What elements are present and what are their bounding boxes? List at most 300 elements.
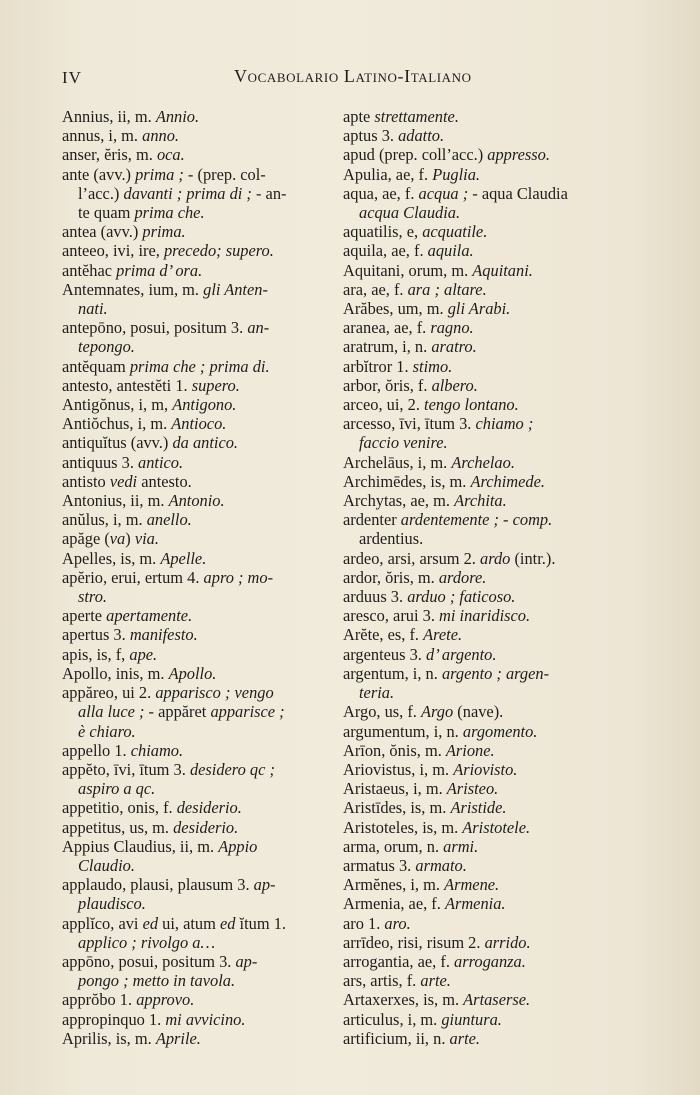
headword-text: aquila, ae, f. (343, 241, 428, 261)
dictionary-entry (62, 395, 332, 414)
translation-text: ragno. (430, 318, 474, 338)
entry-continuation-line (343, 529, 621, 548)
dictionary-entry (343, 107, 621, 126)
translation-text: prima che ; prima di. (129, 356, 270, 376)
dictionary-entry (62, 376, 332, 395)
translation-text: aquila. (427, 241, 474, 261)
entry-line (343, 184, 621, 203)
translation-text: anello. (146, 510, 192, 530)
dictionary-entry (343, 184, 621, 222)
headword-text: artificium, ii, n. (343, 1028, 450, 1048)
entry-continuation-line (62, 299, 332, 318)
headword-text: - an- (251, 183, 287, 203)
headword-text: l’acc.) (78, 183, 124, 203)
entry-continuation-line (62, 184, 332, 203)
headword-text: antesto. (137, 471, 192, 491)
dictionary-entry (62, 491, 332, 510)
translation-text: arrido. (484, 932, 531, 952)
dictionary-entry (343, 741, 621, 760)
entry-line (62, 241, 332, 260)
entry-line (62, 414, 332, 433)
dictionary-entry (343, 549, 621, 568)
dictionary-entry (343, 952, 621, 971)
translation-text: tengo lontano. (424, 395, 519, 415)
entry-line (343, 510, 621, 529)
entry-continuation-line (343, 433, 621, 452)
entry-continuation-line (62, 587, 332, 606)
dictionary-entry (62, 318, 332, 356)
entry-line (62, 875, 332, 894)
translation-text: ed (219, 913, 236, 933)
headword-text: arrogantia, ae, f. (343, 951, 455, 971)
right-column (343, 107, 621, 1048)
dictionary-entry (62, 952, 332, 990)
dictionary-entry (62, 241, 332, 260)
translation-text: Apollo. (168, 663, 217, 683)
translation-text: Antigono. (172, 395, 237, 415)
entry-line (62, 510, 332, 529)
translation-text: adatto. (398, 126, 445, 146)
entry-line (62, 606, 332, 625)
entry-line (343, 760, 621, 779)
entry-line (62, 376, 332, 395)
headword-text: annus, i, m. (62, 126, 143, 146)
entry-line (343, 165, 621, 184)
headword-text: - appăret (144, 702, 211, 722)
entry-line (62, 683, 332, 702)
dictionary-entry (62, 414, 332, 433)
dictionary-entry (343, 395, 621, 414)
dictionary-entry (343, 472, 621, 491)
dictionary-entry (62, 914, 332, 952)
translation-text: è chiaro. (78, 721, 136, 741)
dictionary-entry (343, 222, 621, 241)
headword-text: ardor, ŏris, m. (343, 567, 439, 587)
headword-text: ĭtum 1. (235, 913, 286, 933)
headword-text: applĭco, avi (62, 913, 143, 933)
entry-line (62, 549, 332, 568)
dictionary-entry (343, 376, 621, 395)
entry-line (343, 856, 621, 875)
entry-line (343, 971, 621, 990)
entry-line (62, 798, 332, 817)
headword-text: arma, orum, n. (343, 836, 444, 856)
dictionary-entry (343, 241, 621, 260)
entry-line (62, 529, 332, 548)
translation-text: alla luce ; (78, 702, 145, 722)
entry-line (343, 299, 621, 318)
headword-text: arrīdeo, risi, risum 2. (343, 932, 485, 952)
entry-line (62, 107, 332, 126)
entry-line (62, 625, 332, 644)
entry-line (343, 414, 621, 433)
translation-text: arduo ; faticoso. (407, 587, 516, 607)
headword-text: antĕhac (62, 260, 117, 280)
headword-text: te quam (78, 203, 135, 223)
headword-text: apud (prep. coll’acc.) (343, 145, 488, 165)
translation-text: chiamo ; (475, 414, 534, 434)
entry-line (62, 145, 332, 164)
entry-continuation-line (62, 856, 332, 875)
headword-text: Armĕnes, i, m. (343, 875, 445, 895)
dictionary-entry (62, 760, 332, 798)
translation-text: Armene. (444, 875, 500, 895)
translation-text: manifesto. (129, 625, 198, 645)
translation-text: Aristide. (450, 798, 507, 818)
translation-text: gli Anten- (203, 279, 268, 299)
translation-text: argomento. (462, 721, 538, 741)
headword-text: ardeo, arsi, arsum 2. (343, 548, 480, 568)
headword-text: Artaxerxes, is, m. (343, 990, 464, 1010)
translation-text: ardore. (438, 567, 487, 587)
entry-line (343, 587, 621, 606)
headword-text: Aristīdes, is, m. (343, 798, 451, 818)
entry-line (343, 318, 621, 337)
dictionary-entry (343, 491, 621, 510)
entry-line (343, 798, 621, 817)
headword-text: antiquus 3. (62, 452, 139, 472)
dictionary-entry (343, 165, 621, 184)
headword-text: aresco, arui 3. (343, 606, 440, 626)
entry-line (343, 933, 621, 952)
translation-text: aspiro a qc. (78, 779, 156, 799)
headword-text: Archimēdes, is, m. (343, 471, 471, 491)
dictionary-entry (62, 280, 332, 318)
headword-text: antea (avv.) (62, 222, 143, 242)
translation-text: ap- (235, 951, 258, 971)
dictionary-entry (343, 779, 621, 798)
headword-text: Argo, us, f. (343, 702, 422, 722)
entry-line (62, 395, 332, 414)
headword-text: argentum, i, n. (343, 663, 442, 683)
translation-text: comp. (512, 510, 553, 530)
translation-text: apparisco ; vengo (155, 683, 274, 703)
headword-text: - (prep. col- (183, 164, 266, 184)
translation-text: arte. (420, 971, 451, 991)
headword-text: Arăbes, um, m. (343, 299, 448, 319)
headword-text: aranea, ae, f. (343, 318, 431, 338)
headword-text: Arĕte, es, f. (343, 625, 424, 645)
translation-text: plaudisco. (78, 894, 146, 914)
headword-text: appăreo, ui 2. (62, 683, 156, 703)
translation-text: ardentemente ; (400, 510, 499, 530)
translation-text: giuntura. (441, 1009, 502, 1029)
translation-text: ap- (253, 875, 276, 895)
translation-text: prima che. (134, 203, 205, 223)
headword-text: aperte (62, 606, 107, 626)
translation-text: strettamente. (374, 107, 459, 126)
headword-text: Aristaeus, i, m. (343, 779, 447, 799)
dictionary-entry (62, 741, 332, 760)
entry-line (343, 549, 621, 568)
headword-text: ) (125, 529, 135, 549)
dictionary-entry (343, 414, 621, 452)
translation-text: oca. (156, 145, 185, 165)
dictionary-entry (62, 645, 332, 664)
entry-line (62, 568, 332, 587)
translation-text: argento ; argen- (441, 663, 550, 683)
dictionary-entry (62, 1029, 332, 1048)
dictionary-entry (62, 875, 332, 913)
translation-text: Annio. (155, 107, 200, 126)
dictionary-entry (343, 126, 621, 145)
dictionary-entry (62, 529, 332, 548)
entry-line (343, 722, 621, 741)
translation-text: acquatile. (422, 222, 488, 242)
translation-text: Argo (421, 702, 454, 722)
dictionary-entry (62, 145, 332, 164)
dictionary-entry (62, 837, 332, 875)
dictionary-entry (343, 261, 621, 280)
dictionary-entry (343, 875, 621, 894)
dictionary-entry (62, 664, 332, 683)
entry-line (343, 337, 621, 356)
entry-line (343, 395, 621, 414)
dictionary-entry (343, 818, 621, 837)
translation-text: precedo; supero. (163, 241, 274, 261)
translation-text: desiderio. (176, 798, 242, 818)
translation-text: Antioco. (171, 414, 227, 434)
headword-text: antesto, antestĕti 1. (62, 375, 192, 395)
headword-text: appetitio, onis, f. (62, 798, 177, 818)
dictionary-entry (62, 549, 332, 568)
entry-line (62, 453, 332, 472)
headword-text: ui, atum (158, 913, 220, 933)
dictionary-entry (343, 798, 621, 817)
headword-text: antepōno, posui, positum 3. (62, 318, 248, 338)
translation-text: desidero qc ; (189, 759, 275, 779)
entry-continuation-line (62, 722, 332, 741)
translation-text: teria. (359, 683, 395, 703)
entry-continuation-line (62, 702, 332, 721)
dictionary-entry (62, 472, 332, 491)
dictionary-entry (343, 1010, 621, 1029)
translation-text: Appio (218, 836, 258, 856)
translation-text: aratro. (431, 337, 477, 357)
page-header (62, 64, 664, 92)
entry-line (343, 702, 621, 721)
entry-line (343, 894, 621, 913)
translation-text: chiamo. (130, 740, 184, 760)
translation-text: supero. (191, 375, 240, 395)
dictionary-entry (62, 453, 332, 472)
headword-text: Archelāus, i, m. (343, 452, 452, 472)
dictionary-entry (343, 357, 621, 376)
entry-line (343, 241, 621, 260)
dictionary-entry (343, 722, 621, 741)
entry-line (343, 145, 621, 164)
translation-text: Arione. (445, 740, 495, 760)
headword-text: Aquitani, orum, m. (343, 260, 473, 280)
entry-line (62, 952, 332, 971)
headword-text: antĕquam (62, 356, 130, 376)
translation-text: Aristeo. (446, 779, 499, 799)
entry-continuation-line (62, 894, 332, 913)
dictionary-entry (343, 990, 621, 1009)
entry-line (343, 107, 621, 126)
headword-text: appello 1. (62, 740, 131, 760)
headword-text: aratrum, i, n. (343, 337, 432, 357)
entry-continuation-line (62, 337, 332, 356)
headword-text: aqua, ae, f. (343, 183, 419, 203)
dictionary-entry (343, 625, 621, 644)
entry-line (343, 376, 621, 395)
translation-text: ardo (480, 548, 511, 568)
translation-text: Archelao. (451, 452, 515, 472)
entry-line (62, 318, 332, 337)
headword-text: aro 1. (343, 913, 385, 933)
translation-text: va (109, 529, 126, 549)
entry-line (62, 222, 332, 241)
translation-text: Arete. (423, 625, 463, 645)
entry-line (343, 357, 621, 376)
translation-text: nati. (78, 299, 108, 319)
dictionary-entry (343, 606, 621, 625)
entry-line (343, 568, 621, 587)
headword-text: Archytas, ae, m. (343, 491, 455, 511)
translation-text: gli Arabi. (447, 299, 511, 319)
headword-text: appĕto, īvi, ītum 3. (62, 759, 190, 779)
dictionary-entry (343, 894, 621, 913)
dictionary-entry (343, 568, 621, 587)
dictionary-entry (343, 702, 621, 721)
translation-text: stimo. (412, 356, 453, 376)
headword-text: Apulia, ae, f. (343, 164, 433, 184)
translation-text: applico ; rivolgo a… (78, 932, 216, 952)
headword-text: Antemnates, ium, m. (62, 279, 204, 299)
translation-text: prima. (142, 222, 186, 242)
entry-line (343, 1010, 621, 1029)
dictionary-entry (343, 587, 621, 606)
translation-text: tepongo. (78, 337, 135, 357)
entry-line (62, 261, 332, 280)
entry-line (62, 472, 332, 491)
entry-line (343, 818, 621, 837)
dictionary-entry (343, 299, 621, 318)
entry-line (343, 645, 621, 664)
entry-line (343, 261, 621, 280)
headword-text: ars, artis, f. (343, 971, 421, 991)
dictionary-entry (343, 664, 621, 702)
entry-line (343, 280, 621, 299)
headword-text: appetitus, us, m. (62, 817, 174, 837)
dictionary-entry (62, 818, 332, 837)
entry-line (343, 914, 621, 933)
headword-text: aptus 3. (343, 126, 399, 146)
headword-text: ardenter (343, 510, 401, 530)
entry-line (343, 990, 621, 1009)
entry-continuation-line (62, 971, 332, 990)
headword-text: ara, ae, f. (343, 279, 408, 299)
translation-text: prima d’ ora. (116, 260, 203, 280)
dictionary-entry (343, 933, 621, 952)
translation-text: anno. (142, 126, 180, 146)
entry-line (343, 453, 621, 472)
entry-line (343, 741, 621, 760)
entry-line (343, 625, 621, 644)
headword-text: argenteus 3. (343, 644, 426, 664)
headword-text: apprŏbo 1. (62, 990, 137, 1010)
entry-line (62, 433, 332, 452)
dictionary-entry (62, 510, 332, 529)
entry-line (62, 280, 332, 299)
dictionary-entry (343, 645, 621, 664)
headword-text: articulus, i, m. (343, 1009, 442, 1029)
headword-text: - aqua Claudia (468, 183, 568, 203)
entry-line (343, 952, 621, 971)
translation-text: Archita. (454, 491, 507, 511)
entry-line (62, 645, 332, 664)
entry-line (343, 606, 621, 625)
translation-text: Claudio. (78, 855, 135, 875)
dictionary-entry (62, 798, 332, 817)
dictionary-entry (343, 145, 621, 164)
translation-text: apro ; mo- (203, 567, 274, 587)
translation-text: acqua Claudia. (359, 203, 461, 223)
headword-text: aquatilis, e, (343, 222, 423, 242)
translation-text: approvo. (136, 990, 195, 1010)
headword-text: anteeo, ivi, ire, (62, 241, 164, 261)
translation-text: prima ; (135, 164, 184, 184)
headword-text: apăge ( (62, 529, 110, 549)
dictionary-entry (62, 222, 332, 241)
entry-continuation-line (343, 683, 621, 702)
entry-continuation-line (62, 203, 332, 222)
headword-text: arduus 3. (343, 587, 408, 607)
headword-text: anŭlus, i, m. (62, 510, 147, 530)
entry-line (62, 741, 332, 760)
entry-line (62, 818, 332, 837)
entry-line (62, 837, 332, 856)
headword-text: Antonius, ii, m. (62, 491, 169, 511)
entry-line (62, 165, 332, 184)
dictionary-entry (343, 837, 621, 856)
headword-text: armatus 3. (343, 855, 416, 875)
entry-line (343, 837, 621, 856)
translation-text: Ariovisto. (453, 759, 518, 779)
headword-text: appropinquo 1. (62, 1009, 166, 1029)
translation-text: d’ argento. (426, 644, 497, 664)
dictionary-entry (62, 126, 332, 145)
entry-line (343, 1029, 621, 1048)
entry-line (343, 664, 621, 683)
headword-text: antiquĭtus (avv.) (62, 433, 173, 453)
dictionary-entry (62, 568, 332, 606)
headword-text: Apelles, is, m. (62, 548, 161, 568)
headword-text: Armenia, ae, f. (343, 894, 445, 914)
translation-text: acqua ; (418, 183, 469, 203)
entry-line (62, 914, 332, 933)
dictionary-entry (343, 914, 621, 933)
headword-text: antisto (62, 471, 110, 491)
headword-text: arcesso, īvi, ītum 3. (343, 414, 476, 434)
left-column (62, 107, 332, 1048)
headword-text: ardentius. (359, 529, 424, 549)
dictionary-entry (62, 261, 332, 280)
headword-text: anser, ĕris, m. (62, 145, 157, 165)
translation-text: antico. (138, 452, 184, 472)
headword-text: Ariovistus, i, m. (343, 759, 454, 779)
dictionary-entry (343, 453, 621, 472)
headword-text: Appius Claudius, ii, m. (62, 836, 219, 856)
headword-text: Aprilis, is, m. (62, 1028, 156, 1048)
translation-text: Armenia. (444, 894, 506, 914)
dictionary-entry (62, 107, 332, 126)
headword-text: apertus 3. (62, 625, 130, 645)
headword-text: appōno, posui, positum 3. (62, 951, 236, 971)
translation-text: Archimede. (470, 471, 545, 491)
dictionary-entry (62, 1010, 332, 1029)
